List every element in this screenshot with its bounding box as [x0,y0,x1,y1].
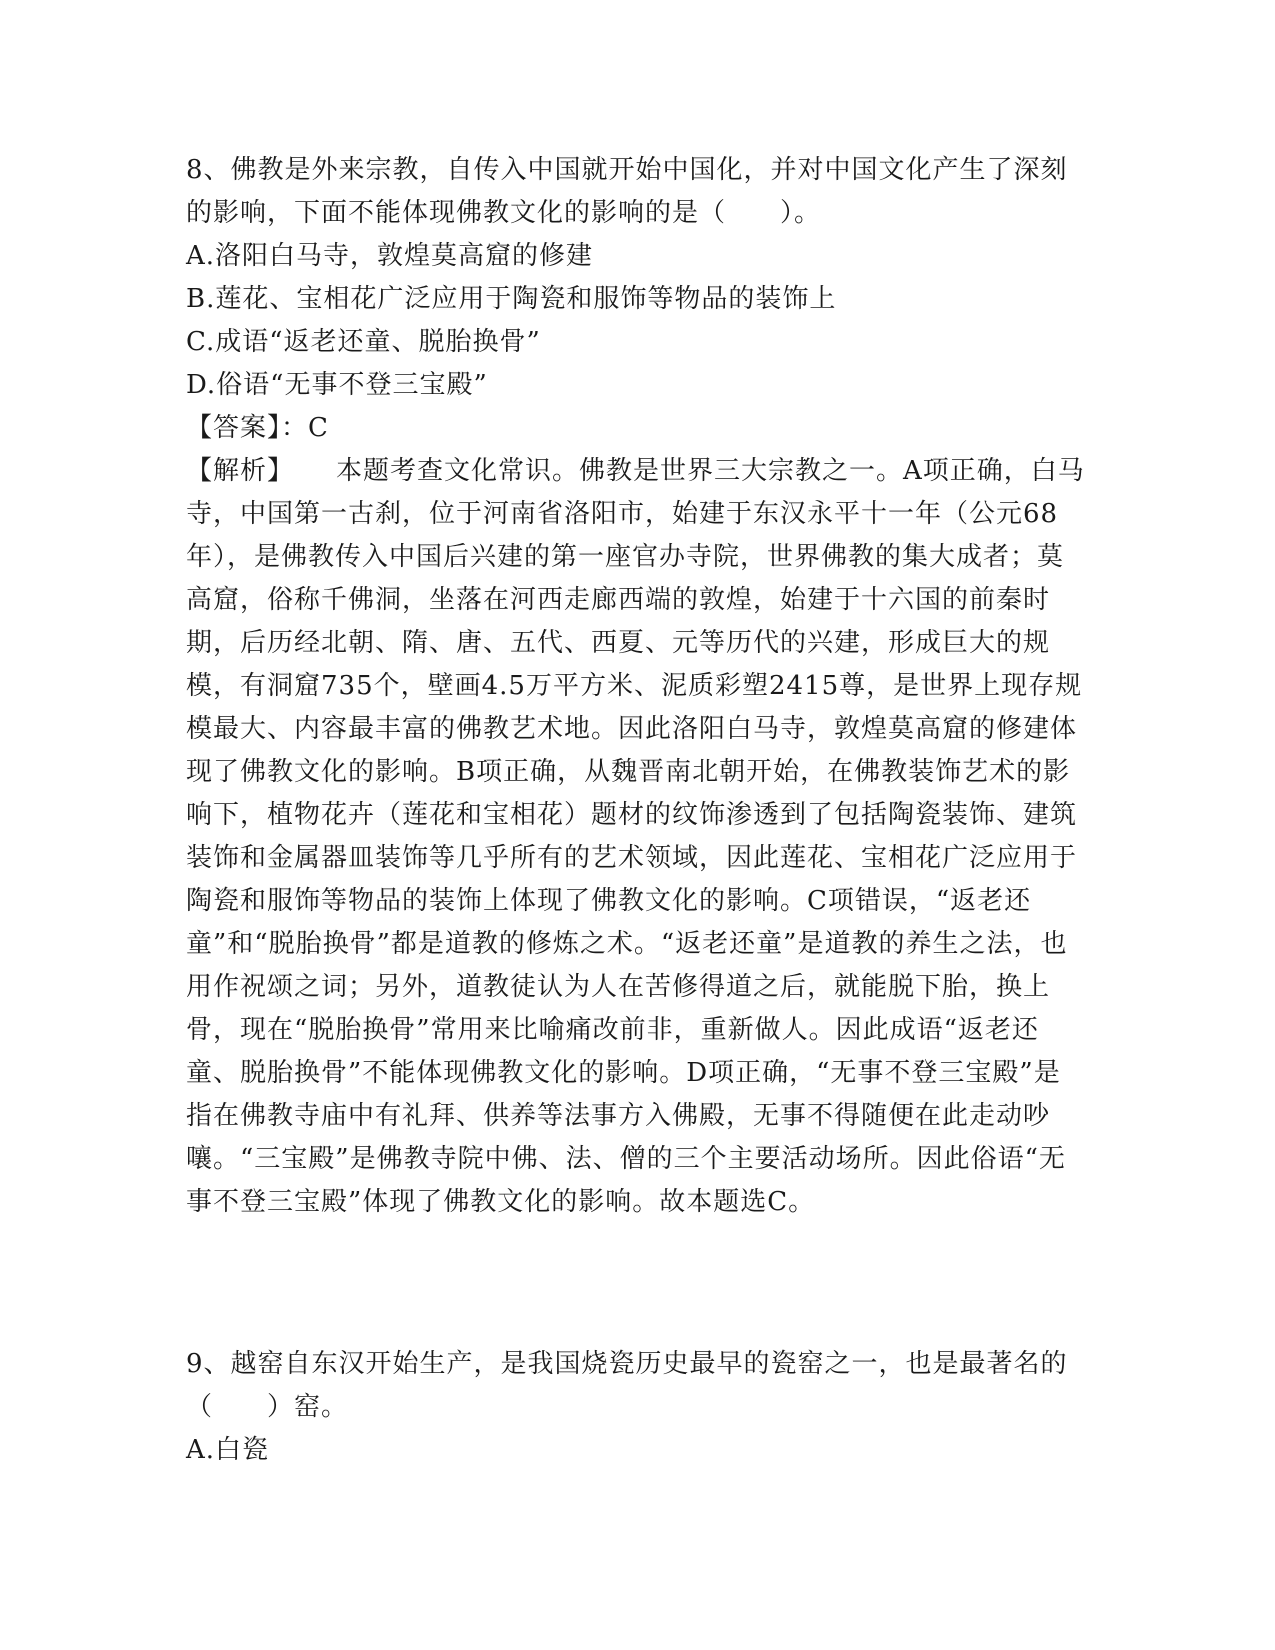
question-8-option-c: C.成语“返老还童、脱胎换骨” [186,327,541,357]
answer-label: 【答案】： [186,413,309,443]
question-8-option-b: B.莲花、宝相花广泛应用于陶瓷和服饰等物品的装饰上 [186,284,837,314]
question-9 [186,1343,1086,1472]
question-8-answer [186,407,1086,450]
question-8-option-a: A.洛阳白马寺，敦煌莫高窟的修建 [186,241,594,271]
question-8 [186,149,1086,1224]
question-9-stem: 9、越窑自东汉开始生产，是我国烧瓷历史最早的瓷窑之一，也是最著名的（ ）窑。 [186,1349,1068,1422]
question-8-stem: 8、佛教是外来宗教，自传入中国就开始中国化，并对中国文化产生了深刻的影响，下面不能体现佛教文化的影响的是（ ）。 [186,155,1068,228]
answer-value: C [308,413,329,443]
analysis-label: 【解析】 [186,456,295,486]
question-8-analysis [186,450,1086,1224]
analysis-text: 本题考查文化常识。佛教是世界三大宗教之一。A项正确，白马寺，中国第一古刹，位于河南省洛阳市，始建于东汉永平十一年（公元68年），是佛教传入中国后兴建的第一座官办寺院，世界佛教的集大成者；莫高窟，俗称千佛洞，坐落在河西走廊西端的敦煌，始建于十六国的前秦时期，后历经北朝、隋、唐、五代、西夏、元等历代的兴建，形成巨大的规模，有洞窟735个，壁画4.5万平方米、泥质彩塑2415尊，是世界上现存规模最大、内容最丰富的佛教艺术地。因此洛阳白马寺，敦煌莫高窟的修建体现了佛教文化的影响。B项正确，从魏晋南北朝开始，在佛教装饰艺术的影响下，植物花卉（莲花和宝相花）题材的纹饰渗透到了包括陶瓷装饰、建筑装饰和金属器皿装饰等几乎所有的艺术领域，因此莲花、宝相花广泛应用于陶瓷和服饰等物品的装饰上体现了佛教文化的影响。C项错误，“返老还童”和“脱胎换骨”都是道教的修炼之术。“返老还童”是道教的养生之法，也用作祝颂之词；另外，道教徒认为人在苦修得道之后，就能脱下胎，换上骨，现在“脱胎换骨”常用来比喻痛改前非，重新做人。因此成语“返老还童、脱胎换骨”不能体现佛教文化的影响。D项正确，“无事不登三宝殿”是指在佛教寺庙中有礼拜、供养等法事方入佛殿，无事不得随便在此走动吵嚷。“三宝殿”是佛教寺院中佛、法、僧的三个主要活动场所。因此俗语“无事不登三宝殿”体现了佛教文化的影响。故本题选C。 [186,456,1085,1217]
question-8-option-d: D.俗语“无事不登三宝殿” [186,370,488,400]
question-9-option-a: A.白瓷 [186,1435,270,1465]
